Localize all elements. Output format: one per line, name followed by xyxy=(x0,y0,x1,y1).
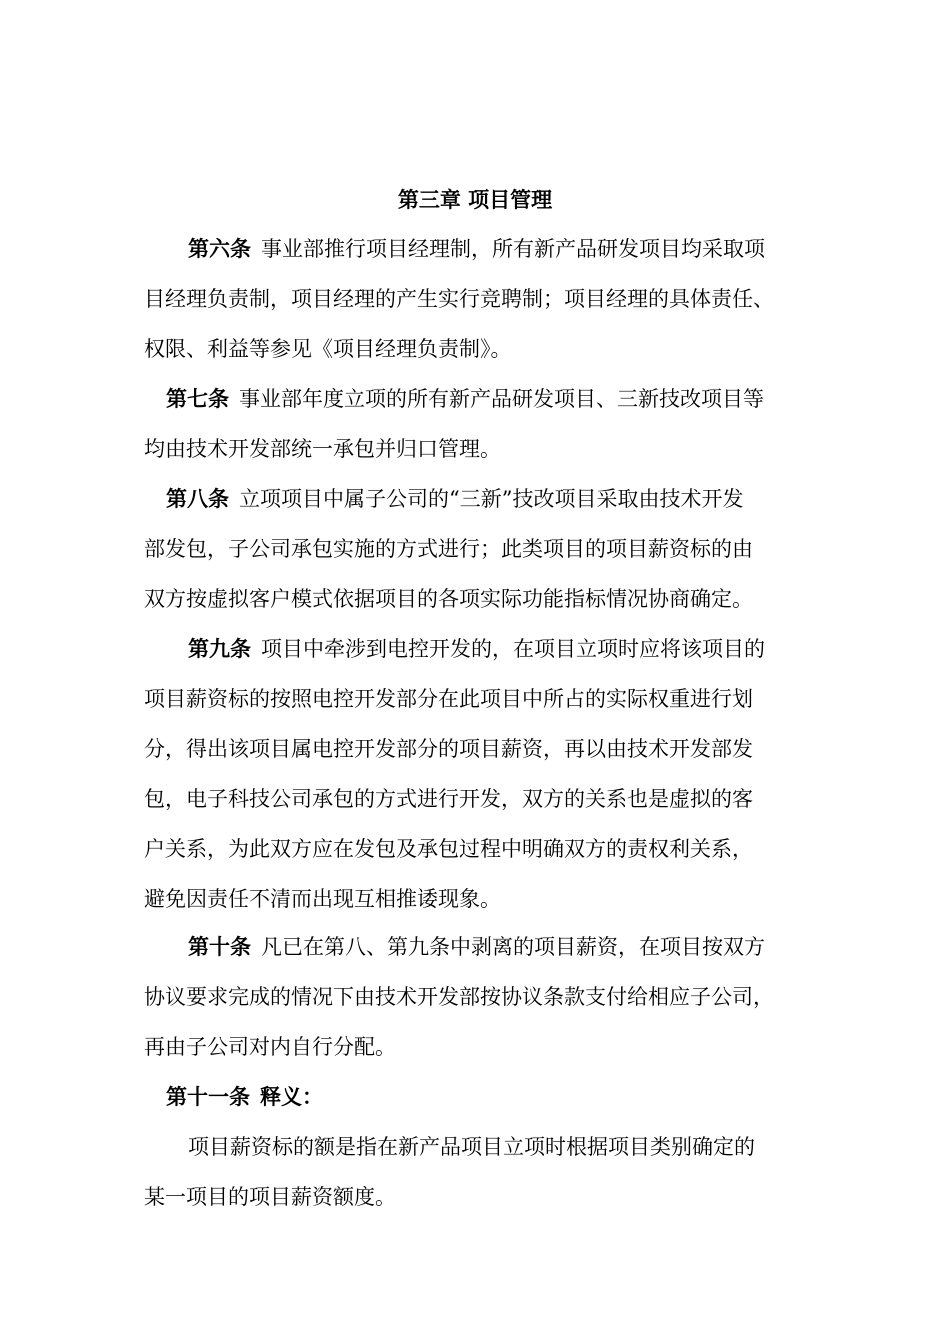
article-text: 事业部年度立项的所有新产品研发项目、三新技改项目等 xyxy=(239,387,764,411)
article-7 xyxy=(144,374,816,474)
article-line: 包，电子科技公司承包的方式进行开发，双方的关系也是虚拟的客 xyxy=(144,787,753,811)
article-text: 事业部推行项目经理制，所有新产品研发项目均采取项 xyxy=(261,237,765,261)
article-6 xyxy=(144,224,816,374)
article-line xyxy=(144,1072,816,1122)
article-line: 再由子公司对内自行分配。 xyxy=(144,1035,396,1059)
article-heading: 第六条 xyxy=(188,237,251,261)
article-line xyxy=(144,224,816,274)
article-heading: 第十一条 xyxy=(166,1085,250,1109)
article-line: 权限、利益等参见《项目经理负责制》。 xyxy=(144,337,512,361)
article-line: 避免因责任不清而出现互相推诿现象。 xyxy=(144,887,501,911)
article-line: 均由技术开发部统一承包并归口管理。 xyxy=(144,437,501,461)
article-line: 协议要求完成的情况下由技术开发部按协议条款支付给相应子公司， xyxy=(144,985,774,1009)
article-heading: 第八条 xyxy=(166,487,229,511)
definition-paragraph xyxy=(144,1122,816,1222)
article-line: 某一项目的项目薪资额度。 xyxy=(144,1185,396,1209)
chapter-title: 第三章 项目管理 xyxy=(397,188,553,212)
article-line: 双方按虚拟客户模式依据项目的各项实际功能指标情况协商确定。 xyxy=(144,587,753,611)
article-line: 项目薪资标的额是指在新产品项目立项时根据项目类别确定的 xyxy=(188,1135,755,1159)
article-10 xyxy=(144,922,816,1072)
article-text: 立项项目中属子公司的“三新”技改项目采取由技术开发 xyxy=(239,487,744,511)
article-line: 项目薪资标的按照电控开发部分在此项目中所占的实际权重进行划 xyxy=(144,687,753,711)
article-line xyxy=(144,624,816,674)
article-line xyxy=(144,474,816,524)
article-line: 分，得出该项目属电控开发部分的项目薪资，再以由技术开发部发 xyxy=(144,737,753,761)
article-heading: 第九条 xyxy=(188,637,251,661)
article-text: 凡已在第八、第九条中剥离的项目薪资，在项目按双方 xyxy=(261,935,765,959)
article-line xyxy=(144,374,816,424)
article-text: 项目中牵涉到电控开发的，在项目立项时应将该项目的 xyxy=(261,637,765,661)
article-8 xyxy=(144,474,816,624)
article-line: 目经理负责制，项目经理的产生实行竞聘制；项目经理的具体责任、 xyxy=(144,287,774,311)
article-line: 户关系，为此双方应在发包及承包过程中明确双方的责权利关系， xyxy=(144,837,753,861)
article-subheading: 释义： xyxy=(260,1085,323,1109)
article-heading: 第七条 xyxy=(166,387,229,411)
article-line: 部发包，子公司承包实施的方式进行；此类项目的项目薪资标的由 xyxy=(144,537,753,561)
article-line xyxy=(144,922,816,972)
article-9 xyxy=(144,624,816,924)
article-heading: 第十条 xyxy=(188,935,251,959)
article-11 xyxy=(144,1072,816,1122)
